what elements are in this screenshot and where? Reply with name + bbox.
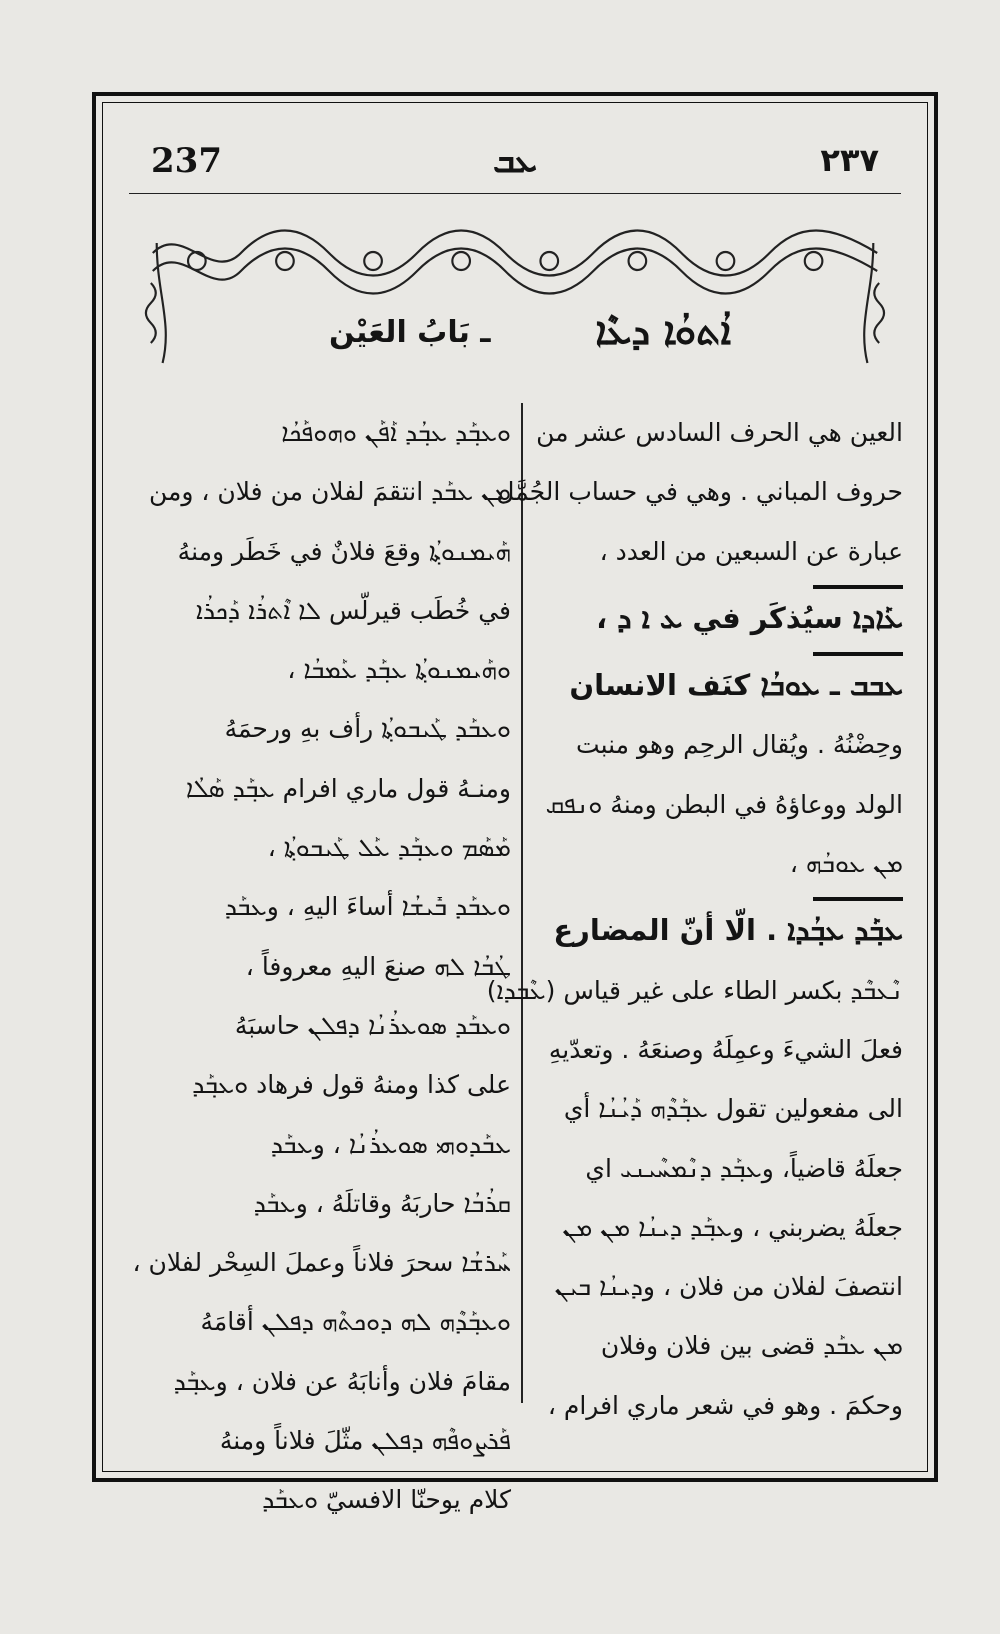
text-line: ܘܥܒܰܕ ܛܰܝܒܘܬ݂ܳܐ رأف بهِ ورحمَهُ: [224, 714, 511, 744]
text-line: ܘܥܒ݂ܰܕܶܗ ܠܗ ܕܘܟܬܶܗ ܕܦܠܢ أقامَهُ: [200, 1307, 511, 1337]
text-line: حروف المباني . وهي في حساب الجُمَّل: [496, 477, 903, 507]
text-line: وحكمَ . وهو في شعر ماري افرام ،: [547, 1390, 903, 1420]
page-header: [129, 133, 901, 194]
text-line: جعلَهُ قاضياً، وܥܒ݂ܰܕ ܕܢܶܡܚܶܝܢܝ اي: [585, 1153, 903, 1183]
text-line: ܘܥܒ݂ܰܕ ܥܒ݂ܳܕ ܐܰܦܰܢ ܘܗܘܦܰܟܳܐ: [281, 418, 511, 447]
text-line: ܦܰܪܨܘܦܶܗ ܕܦܠܢ مثّلَ فلاناً ومنهُ: [219, 1426, 511, 1456]
text-line: ܘܗܰܝܡܢܘܬ݂ܳܐ ܥܒ݂ܰܕ ܥܰܡܒܳܐ ،: [287, 655, 511, 685]
page-number-latin: 237: [151, 141, 222, 181]
inner-frame: [102, 102, 928, 1515]
text-line: ܗܰܝܡܢܘܬ݂ܳܐ وقعَ فلانٌ في خَطَر ومنهُ: [177, 536, 511, 566]
text-line: على كذا ومنهُ قول فرهاد ܘܥܒ݂ܰܕ: [192, 1070, 511, 1100]
column-divider: [521, 403, 523, 1403]
text-line: ܥܒܰܕܘܗܝ ܣܘܥܪܳܢܳܐ ، وܥܒܰܕ: [270, 1129, 511, 1159]
text-line: الى مفعولين تقول ܥܒ݂ܰܕܶܗ ܕܰܝܳܢܳܐ أي: [563, 1094, 903, 1124]
text-line: عبارة عن السبعين من العدد ،: [599, 536, 903, 566]
text-line: ܢܶܥܒܶܕ بكسر الطاء على غير قياس (ܥܶܒܕܐ): [486, 975, 903, 1005]
text-line: انتصفَ لفلان من فلان ، وܕܝܢܳܐ ܒܝܢ: [554, 1272, 903, 1302]
text-line: ܥܰܐܕܐ سيُذكَر في ܥ ܐ ܕ ،: [596, 600, 903, 635]
text-line: ܛܳܒܳܐ ܠܗ صنعَ اليهِ معروفاً ،: [245, 951, 511, 981]
text-line: ܡܢ ܥܒܰܕ انتقمَ لفلان من فلان ، ومن: [148, 477, 511, 507]
chapter-heading-arabic: ـ بَابُ العَيْن: [329, 315, 491, 350]
text-line: ܡܰܣܰܡ ܘܥܒ݂ܰܕ ܥܰܠ ܛܰܝܒܘܬ݂ܳܐ ،: [267, 833, 511, 863]
text-line: مقامَ فلان وأنابَهُ عن فلان ، وܥܒ݂ܰܕ: [173, 1366, 511, 1396]
text-line: ܘܥܒܰܕ ܒܺܝܫܳܐ أساءَ اليهِ ، وܥܒܰܕ: [224, 892, 511, 922]
text-line: فعلَ الشيءَ وعمِلَهُ وصنعَهُ . وتعدّيهِ: [548, 1034, 903, 1064]
section-headings: [129, 299, 901, 369]
text-line: ܘܥܒܰܕ ܣܘܥܪܳܢܳܐ ܕܦܠܢ حاسبَهُ: [234, 1010, 511, 1040]
text-line: ܡܢ ܥܒܰܕ قضى بين فلان وفلان: [600, 1331, 903, 1361]
page-number-arabic: ٢٣٧: [820, 141, 879, 179]
text-line: جعلَهُ يضربني ، وܥܒ݂ܰܕ ܕܝܢܳܐ ܡܢ ܡܢ: [562, 1212, 903, 1242]
text-line: ܩܪܳܒܳܐ حاربَهُ وقاتلَهُ ، وܥܒܰܕ: [253, 1188, 511, 1218]
chapter-heading-syriac: ܐܳܬܘܳܐ ܕܥܶܐ: [595, 309, 731, 353]
text-line: كلام يوحنّا الافسيّ ܘܥܒܰܕ: [262, 1485, 511, 1515]
text-line: ܥܒܒ ـ ܥܘܒܳܐ كنَف الانسان: [569, 668, 903, 703]
text-line: في خُطَب قيرلّس ܠܐ ܐܶܬܪܳܐ ܕܰܟܪܳܐ: [195, 595, 511, 625]
text-line: ܥܒ݂ܰܕ ܥܒ݂ܳܕܐ . الّا أنّ المضارع: [553, 913, 903, 948]
page-frame: [92, 92, 938, 1515]
text-line: الولد ووعاؤهُ في البطن ومنهُ ܘܢܦܩ: [545, 789, 903, 819]
text-line: ܚܰܪܫܳܐ سحرَ فلاناً وعملَ السِحْر لفلان ،: [132, 1248, 511, 1278]
left-column: [132, 403, 511, 1515]
right-column: [486, 403, 903, 1420]
running-head: ܥܒ: [493, 141, 537, 181]
text-line: ܡܢ ܥܘܒܳܗ ،: [789, 849, 903, 879]
text-line: ومنـهُ قول ماري افرام ܥܒ݂ܰܕ ܣܰܠܳܐ: [185, 773, 511, 803]
text-line: وحِضْنُهُ . ويُقال الرحِم وهو منبت: [576, 730, 903, 760]
text-line: العين هي الحرف السادس عشر من: [536, 418, 903, 447]
